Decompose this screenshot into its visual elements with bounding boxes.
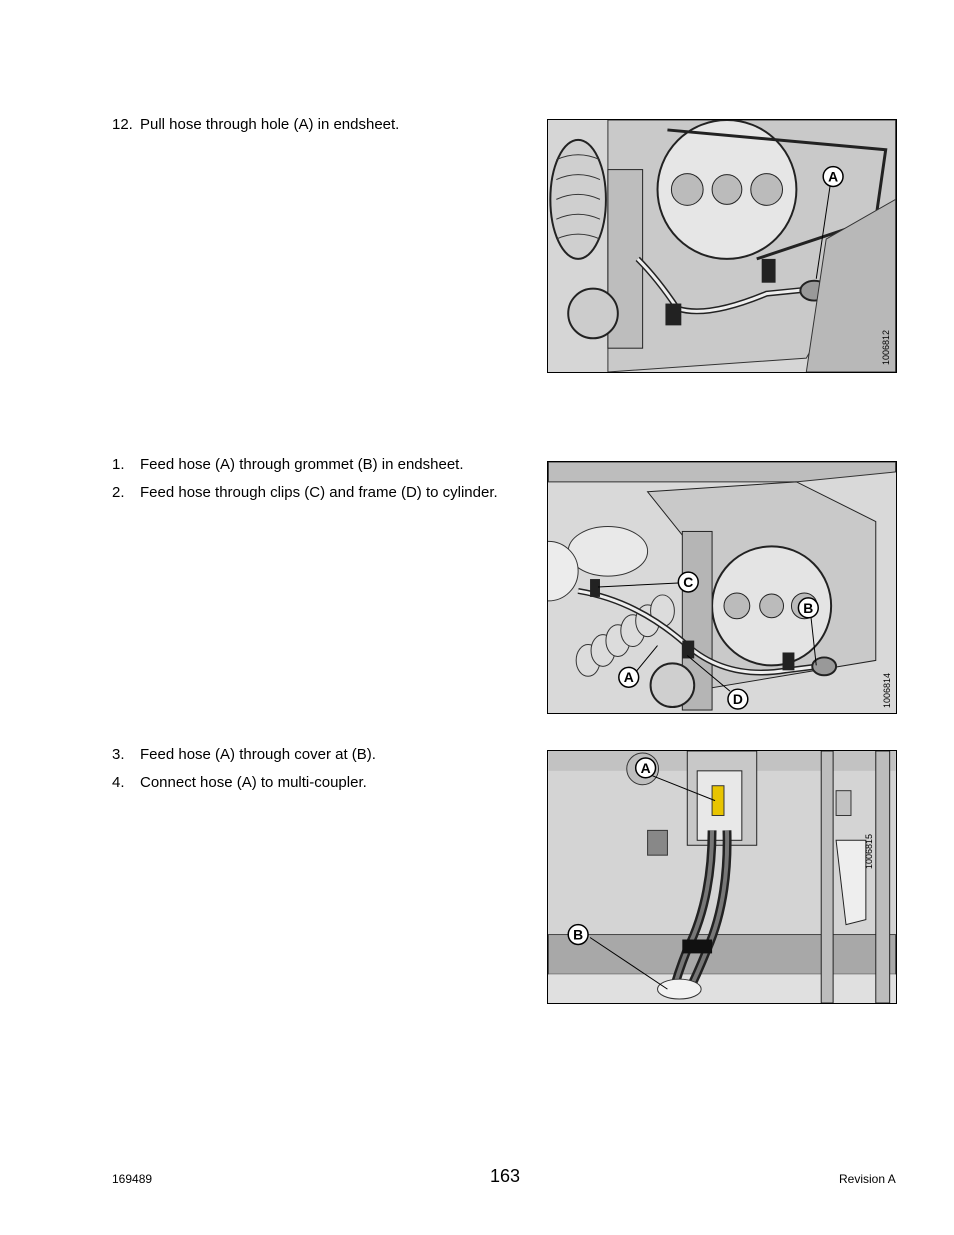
step-4 bbox=[112, 774, 367, 792]
callout-d-label: D bbox=[732, 691, 743, 708]
step-1 bbox=[112, 456, 464, 474]
illustration-multi-coupler bbox=[548, 751, 896, 1003]
callout-a-label: A bbox=[623, 669, 634, 686]
page-number: 163 bbox=[490, 1166, 521, 1186]
figure-id: 1006814 bbox=[882, 672, 892, 708]
step-number: 1. bbox=[112, 456, 125, 473]
revision: Revision A bbox=[839, 1172, 896, 1186]
figure-hose-clips-frame bbox=[547, 461, 897, 714]
step-number: 3. bbox=[112, 746, 125, 763]
callout-c-label: C bbox=[683, 574, 694, 591]
illustration-grommet-clips bbox=[548, 462, 896, 713]
step-text: Pull hose through hole (A) in endsheet. bbox=[140, 116, 400, 133]
step-2 bbox=[112, 484, 498, 502]
step-12 bbox=[112, 116, 399, 134]
figure-hose-through-endsheet bbox=[547, 119, 897, 373]
step-number: 2. bbox=[112, 484, 125, 501]
doc-number: 169489 bbox=[112, 1172, 153, 1186]
figure-multi-coupler bbox=[547, 750, 897, 1004]
illustration-endsheet-hole bbox=[548, 120, 896, 372]
step-text: Feed hose (A) through grommet (B) in endsheet. bbox=[140, 456, 464, 473]
step-text: Feed hose (A) through cover at (B). bbox=[140, 746, 376, 763]
step-number: 4. bbox=[112, 774, 125, 791]
callout-a-label: A bbox=[828, 168, 839, 185]
step-text: Connect hose (A) to multi-coupler. bbox=[140, 774, 367, 791]
step-number: 12. bbox=[112, 116, 133, 133]
figure-id: 1006815 bbox=[864, 833, 874, 869]
callout-b-label: B bbox=[573, 926, 584, 943]
callout-b-label: B bbox=[803, 599, 814, 616]
figure-id: 1006812 bbox=[881, 329, 891, 365]
callout-a-label: A bbox=[640, 759, 651, 776]
step-3 bbox=[112, 746, 376, 764]
step-text: Feed hose through clips (C) and frame (D) to cylinder. bbox=[140, 484, 498, 501]
